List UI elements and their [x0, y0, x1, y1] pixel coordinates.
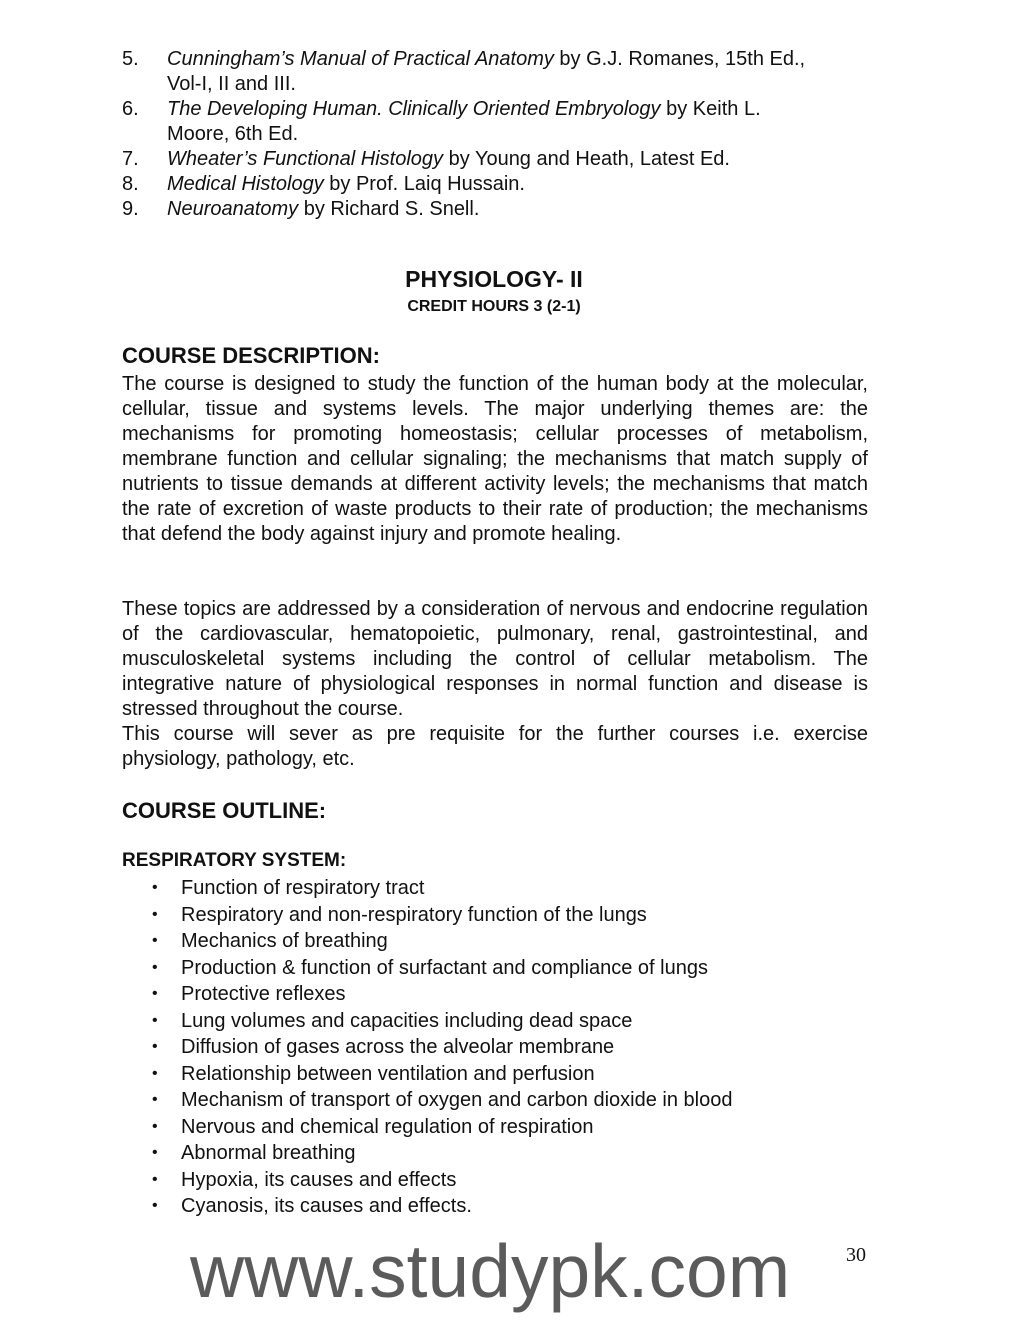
bullet-icon: •	[152, 1144, 158, 1161]
list-item: • Production & function of surfactant and compliance of lungs	[150, 955, 890, 982]
bullet-icon: •	[152, 932, 158, 949]
reference-title: Cunningham’s Manual of Practical Anatomy	[167, 48, 554, 70]
reference-item	[122, 97, 882, 147]
reference-continuation: Vol-I, II and III.	[167, 73, 296, 95]
list-item: • Relationship between ventilation and perfusion	[150, 1061, 890, 1088]
bullet-icon: •	[152, 1117, 158, 1135]
list-item: • Cyanosis, its causes and effects.	[150, 1193, 890, 1220]
reference-title: Wheater’s Functional Histology	[167, 148, 444, 170]
reference-details: by Prof. Laiq Hussain.	[323, 173, 525, 195]
bullet-icon: •	[152, 1038, 158, 1055]
credit-hours: CREDIT HOURS 3 (2-1)	[407, 298, 581, 315]
bullet-icon: •	[152, 1197, 158, 1214]
list-item: • Mechanism of transport of oxygen and carbon dioxide in blood	[150, 1087, 890, 1114]
page-number: 30	[846, 1244, 866, 1266]
list-item: • Nervous and chemical regulation of respiration	[150, 1114, 890, 1141]
reference-number: 5.	[122, 48, 139, 70]
respiratory-topic-list	[150, 875, 890, 1220]
reference-list	[122, 47, 882, 222]
watermark: www.studypk.com	[190, 1229, 791, 1313]
bullet-icon: •	[152, 1064, 158, 1082]
reference-item	[122, 47, 882, 97]
list-item: • Abnormal breathing	[150, 1140, 890, 1167]
reference-title: Neuroanatomy	[167, 198, 299, 220]
list-item: • Protective reflexes	[150, 981, 890, 1008]
reference-item	[122, 172, 882, 197]
reference-item	[122, 147, 882, 172]
bullet-icon: •	[152, 879, 158, 896]
reference-number: 8.	[122, 173, 139, 195]
bullet-icon: •	[152, 1170, 158, 1188]
reference-item	[122, 197, 882, 222]
bullet-icon: •	[152, 1091, 158, 1108]
list-item: • Respiratory and non-respiratory function of the lungs	[150, 902, 890, 929]
reference-number: 7.	[122, 148, 139, 170]
reference-details: by Richard S. Snell.	[298, 198, 480, 220]
bullet-icon: •	[152, 905, 158, 923]
list-item: • Mechanics of breathing	[150, 928, 890, 955]
course-outline-heading: COURSE OUTLINE:	[122, 798, 327, 823]
reference-title: Medical Histology	[167, 173, 324, 195]
course-title: PHYSIOLOGY- II	[405, 266, 583, 292]
list-item: • Function of respiratory tract	[150, 875, 890, 902]
reference-details: by Keith L.	[660, 98, 761, 120]
list-item: • Diffusion of gases across the alveolar membrane	[150, 1034, 890, 1061]
description-paragraph-3: This course will sever as pre requisite for the further courses i.e. exercise physiology, pathology, etc.	[122, 723, 868, 770]
reference-continuation: Moore, 6th Ed.	[167, 123, 299, 145]
list-item: • Lung volumes and capacities including dead space	[150, 1008, 890, 1035]
reference-details: by Young and Heath, Latest Ed.	[443, 148, 730, 170]
description-paragraph-1: The course is designed to study the function of the human body at the molecular, cellular, tissue and systems levels. The major underlying themes are: the mechanisms for promoting homeostasis; cellular processes of metabolism, membrane function and cellular signaling; the mechanisms that match supply of nutrients to tissue demands at different activity levels; the mechanisms that match the rate of excretion of waste products to their rate of production; the mechanisms that defend the body against injury and promote healing.	[122, 373, 868, 545]
course-description-heading: COURSE DESCRIPTION:	[122, 343, 380, 368]
bullet-icon: •	[152, 1011, 158, 1029]
reference-number: 9.	[122, 198, 139, 220]
bullet-icon: •	[152, 958, 158, 976]
description-paragraph-2: These topics are addressed by a consideration of nervous and endocrine regulation of the cardiovascular, hematopoietic, pulmonary, renal, gastrointestinal, and musculoskeletal systems including the control of cellular metabolism. The integrative nature of physiological responses in normal function and disease is stressed throughout the course.	[122, 598, 868, 720]
bullet-icon: •	[152, 985, 158, 1002]
reference-title: The Developing Human. Clinically Oriented Embryology	[167, 98, 661, 120]
respiratory-system-heading: RESPIRATORY SYSTEM:	[122, 850, 347, 871]
reference-details: by G.J. Romanes, 15th Ed.,	[553, 48, 806, 70]
reference-number: 6.	[122, 98, 139, 120]
list-item: • Hypoxia, its causes and effects	[150, 1167, 890, 1194]
